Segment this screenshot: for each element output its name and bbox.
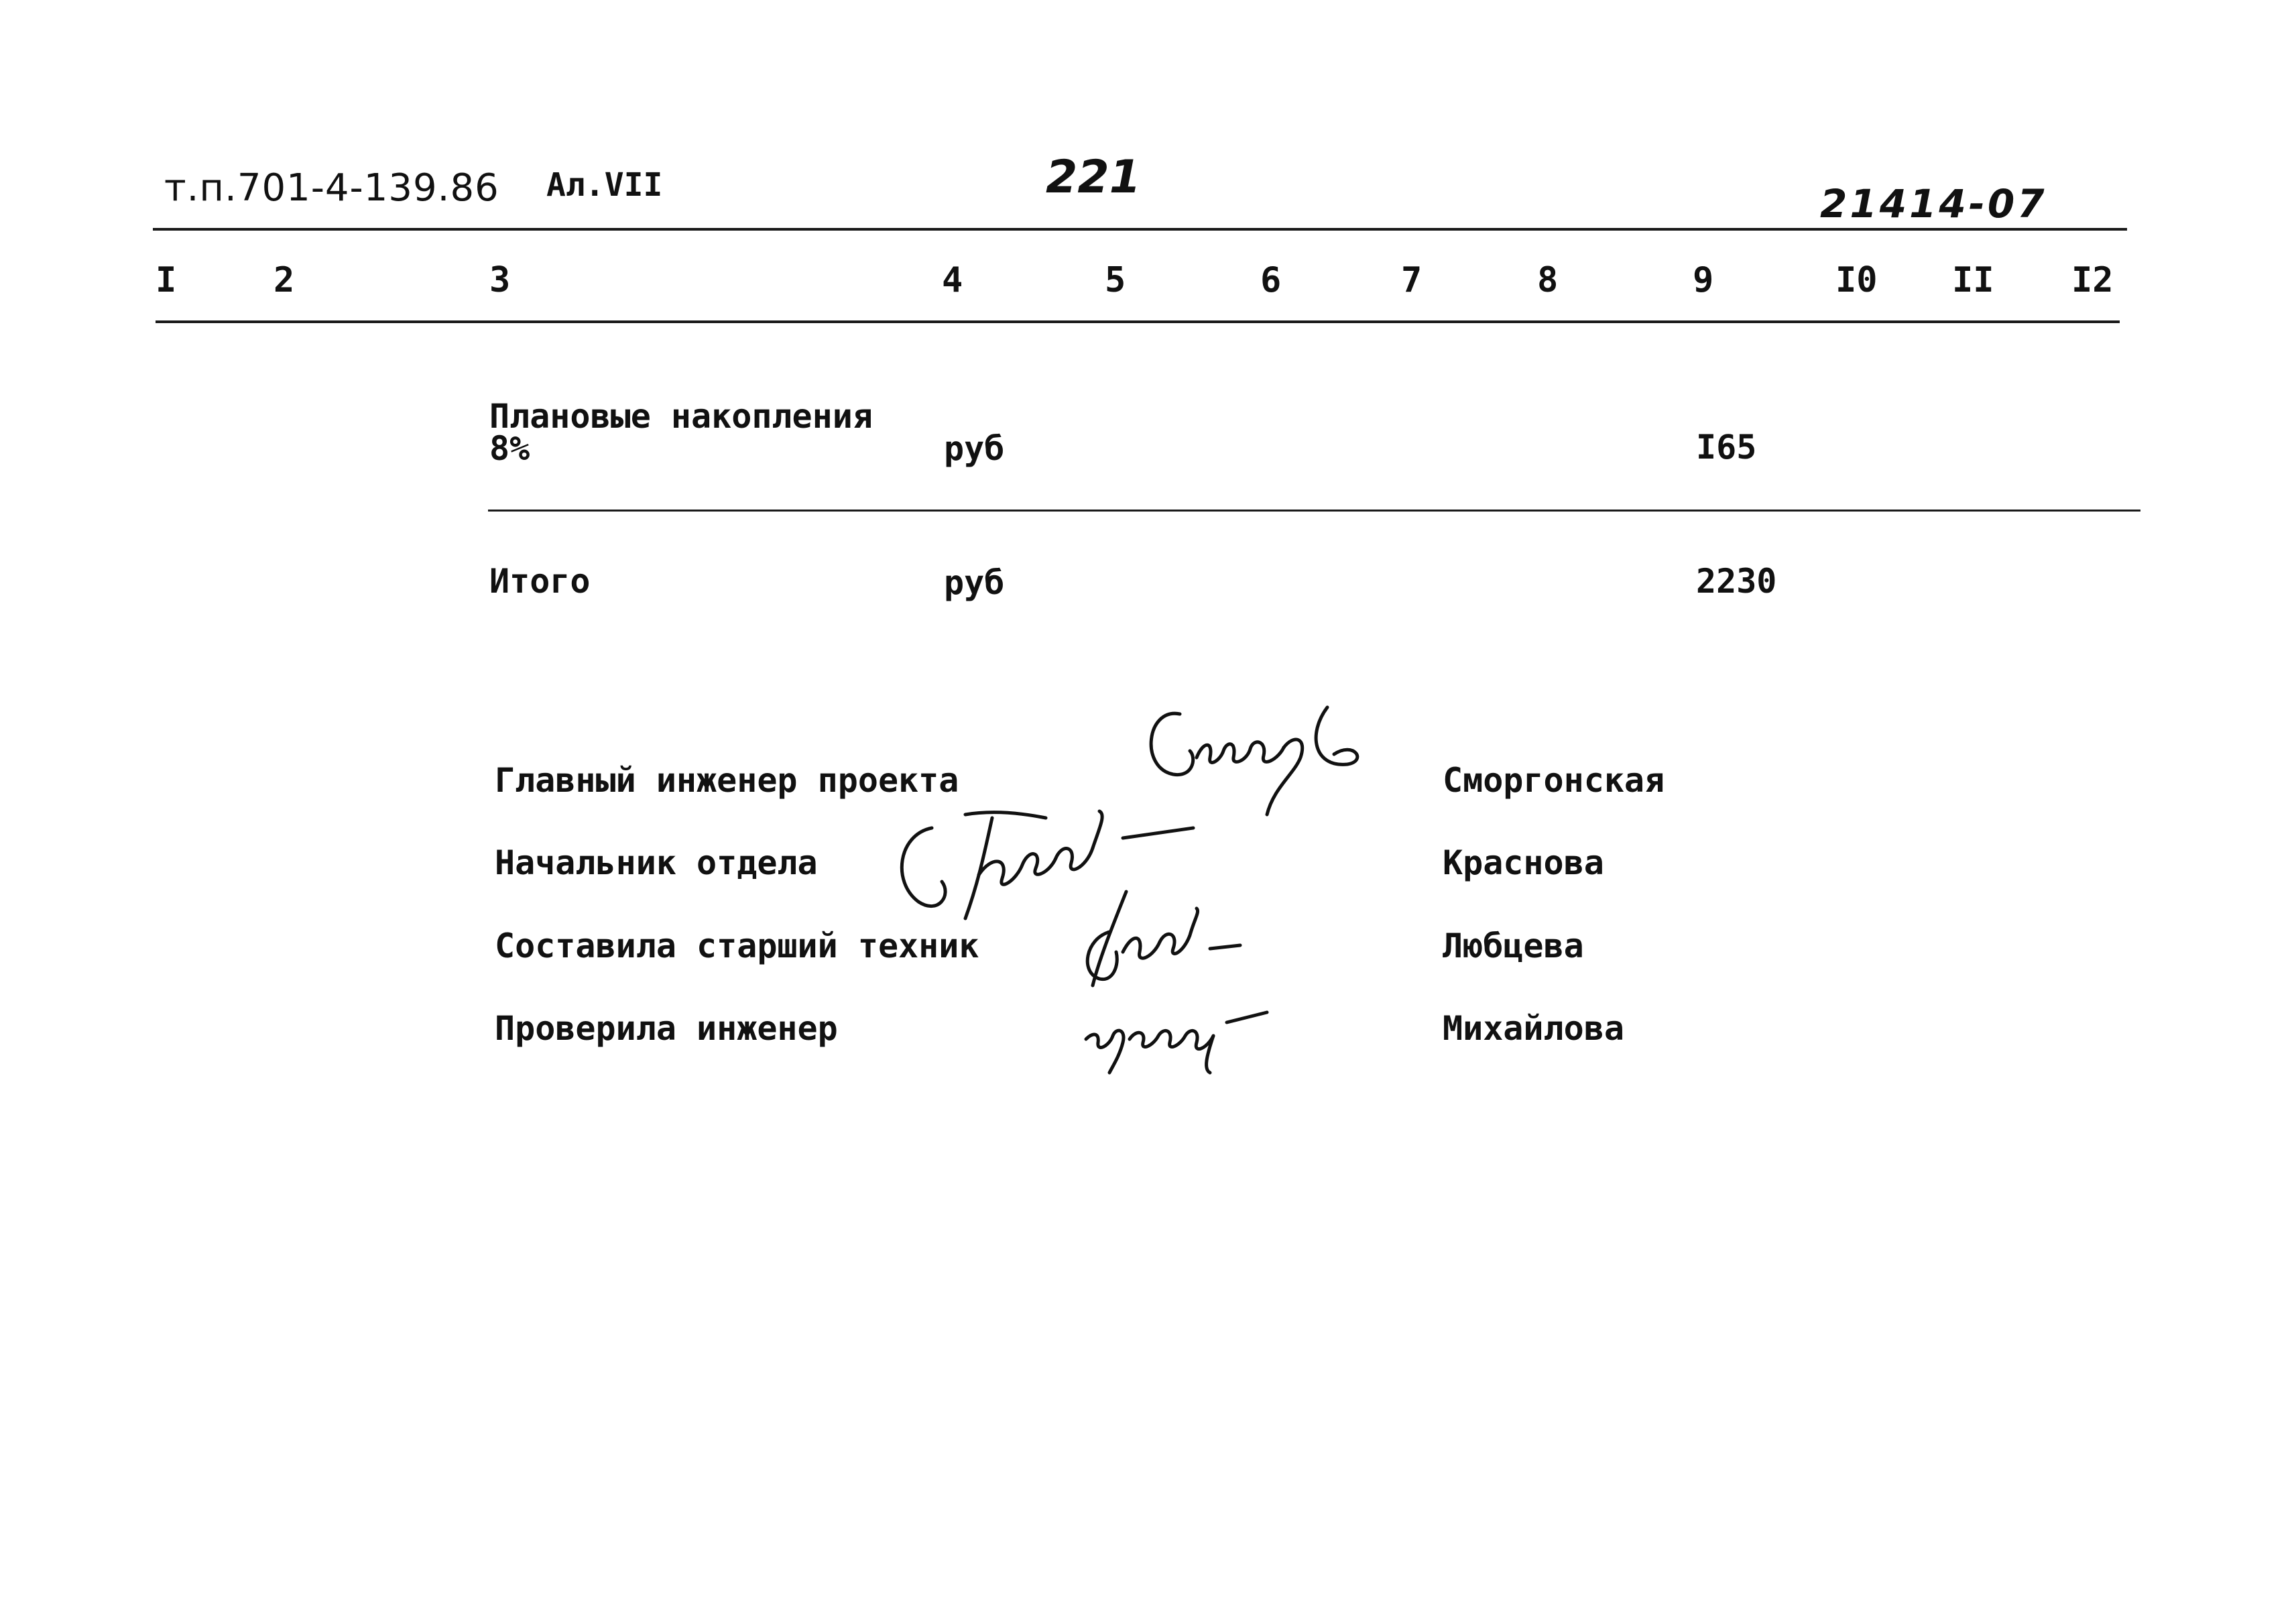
page-number: 221 bbox=[1046, 151, 1141, 204]
signatory-role-2: Начальник отдела bbox=[495, 843, 818, 882]
document-code: т.п.701-4-139.86 bbox=[164, 166, 499, 210]
column-number-10: I0 bbox=[1835, 260, 1878, 300]
signatory-name-2: Краснова bbox=[1443, 843, 1604, 882]
column-number-3: 3 bbox=[489, 260, 511, 300]
row-2-value: 2230 bbox=[1696, 562, 1777, 601]
signatory-role-1: Главный инженер проекта bbox=[495, 761, 959, 800]
column-number-1: I bbox=[156, 260, 177, 300]
row-1-name-line-2: 8% bbox=[489, 429, 530, 468]
column-number-8: 8 bbox=[1537, 260, 1559, 300]
row-1-value: I65 bbox=[1696, 428, 1757, 467]
row-separator-rule bbox=[488, 510, 2140, 512]
row-2-unit: руб bbox=[944, 563, 1005, 602]
album-number: Ал.VII bbox=[546, 166, 663, 204]
table-top-rule bbox=[153, 228, 2127, 231]
row-1-unit: руб bbox=[944, 429, 1005, 468]
column-number-12: I2 bbox=[2071, 260, 2114, 300]
signatory-name-1: Сморгонская bbox=[1443, 761, 1665, 800]
signatory-name-3: Любцева bbox=[1443, 927, 1584, 965]
column-number-11: II bbox=[1952, 260, 1994, 300]
row-1-name-line-1: Плановые накопления bbox=[489, 397, 873, 436]
signatory-role-3: Составила старший техник bbox=[495, 927, 979, 965]
column-number-7: 7 bbox=[1401, 260, 1423, 300]
signatory-role-4: Проверила инженер bbox=[495, 1009, 838, 1048]
column-number-9: 9 bbox=[1693, 260, 1714, 300]
row-2-name: Итого bbox=[489, 562, 591, 601]
column-number-2: 2 bbox=[274, 260, 295, 300]
signature-lyubtseva bbox=[1073, 878, 1247, 999]
signatory-name-4: Михайлова bbox=[1443, 1009, 1624, 1048]
table-header-rule bbox=[156, 320, 2120, 323]
column-number-4: 4 bbox=[942, 260, 963, 300]
signature-mikhailova bbox=[1073, 992, 1274, 1079]
column-number-5: 5 bbox=[1105, 260, 1126, 300]
archive-number: 21414-07 bbox=[1820, 181, 2047, 227]
column-number-6: 6 bbox=[1260, 260, 1282, 300]
